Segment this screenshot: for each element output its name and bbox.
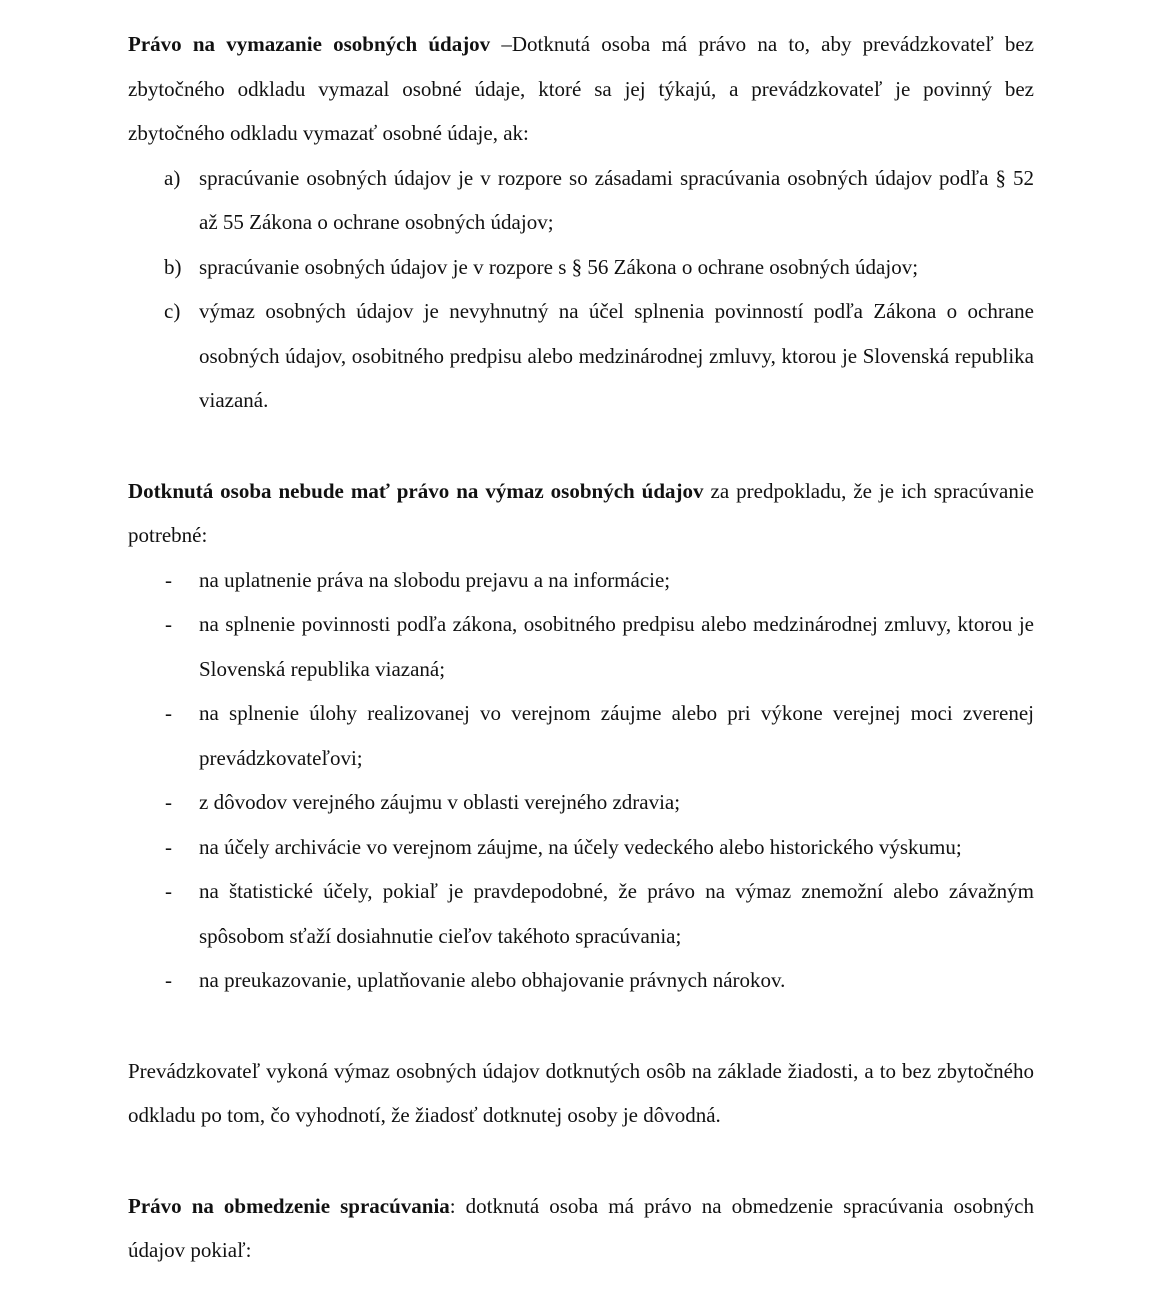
list-marker: -	[165, 701, 172, 725]
list-marker: b)	[164, 254, 182, 279]
list-item	[128, 289, 1034, 423]
list-item-text: spracúvanie osobných údajov je v rozpore s § 56 Zákona o ochrane osobných údajov;	[199, 254, 919, 279]
paragraph-right-to-restriction	[128, 1184, 1034, 1273]
list-item-text: spracúvanie osobných údajov je v rozpore so zásadami spracúvania osobných údajov podľa § 52 až 55 Zákona o ochrane osobných údajov;	[199, 165, 1034, 234]
list-item	[128, 156, 1034, 245]
list-item-text: na preukazovanie, uplatňovanie alebo obhajovanie právnych nárokov.	[199, 968, 786, 992]
list-item	[128, 958, 1034, 1003]
heading-right-to-erasure: Právo na vymazanie osobných údajov	[128, 32, 491, 56]
list-marker: -	[165, 790, 172, 814]
list-marker: -	[165, 879, 172, 903]
list-item	[128, 825, 1034, 870]
heading-erasure-exceptions: Dotknutá osoba nebude mať právo na výmaz osobných údajov	[128, 478, 704, 503]
list-item	[128, 691, 1034, 780]
list-item-text: na štatistické účely, pokiaľ je pravdepodobné, že právo na výmaz znemožní alebo závažným spôsobom sťaží dosiahnutie cieľov takéhoto spracúvania;	[199, 879, 1034, 948]
list-item	[128, 869, 1034, 958]
paragraph-erasure-procedure: Prevádzkovateľ vykoná výmaz osobných údajov dotknutých osôb na základe žiadosti, a to bez zbytočného odkladu po tom, čo vyhodnotí, že žiadosť dotknutej osoby je dôvodná.	[128, 1058, 1034, 1127]
list-item-text: na uplatnenie práva na slobodu prejavu a na informácie;	[199, 567, 671, 592]
list-item-text: na splnenie povinnosti podľa zákona, osobitného predpisu alebo medzinárodnej zmluvy, ktorou je Slovenská republika viazaná;	[199, 612, 1034, 681]
list-marker: -	[165, 567, 172, 592]
list-item	[128, 602, 1034, 691]
list-item-text: na účely archivácie vo verejnom záujme, na účely vedeckého alebo historického výskumu;	[199, 834, 962, 859]
erasure-conditions-list	[128, 156, 1034, 423]
list-item	[128, 245, 1034, 290]
list-marker: a)	[164, 165, 181, 190]
list-item-text: výmaz osobných údajov je nevyhnutný na účel splnenia povinností podľa Zákona o ochrane osobných údajov, osobitného predpisu alebo medzinárodnej zmluvy, ktorou je Slovenská republika viazaná.	[199, 299, 1034, 412]
list-marker: -	[165, 612, 172, 636]
list-marker: c)	[164, 299, 181, 323]
list-item	[128, 780, 1034, 825]
paragraph-erasure-exceptions	[128, 469, 1034, 558]
list-marker: -	[165, 968, 172, 992]
erasure-exceptions-list	[128, 558, 1034, 1003]
list-item-text: na splnenie úlohy realizovanej vo verejnom záujme alebo pri výkone verejnej moci zverenej prevádzkovateľovi;	[199, 701, 1034, 770]
list-item-text: z dôvodov verejného záujmu v oblasti verejného zdravia;	[199, 790, 681, 814]
list-marker: -	[165, 834, 172, 859]
paragraph-right-to-erasure	[128, 22, 1034, 156]
paragraph-text: za predpokladu, že je ich spracúvanie potrebné:	[128, 478, 1034, 547]
paragraph-text: –Dotknutá osoba má právo na to, aby prevádzkovateľ bez zbytočného odkladu vymazal osobné údaje, ktoré sa jej týkajú, a prevádzkovateľ je povinný bez zbytočného odkladu vymazať osobné údaje, ak:	[128, 32, 1034, 145]
document-page	[128, 22, 1034, 1273]
list-item	[128, 558, 1034, 603]
heading-right-to-restriction: Právo na obmedzenie spracúvania	[128, 1193, 450, 1218]
paragraph-text: : dotknutá osoba má právo na obmedzenie spracúvania osobných údajov pokiaľ:	[128, 1193, 1034, 1262]
